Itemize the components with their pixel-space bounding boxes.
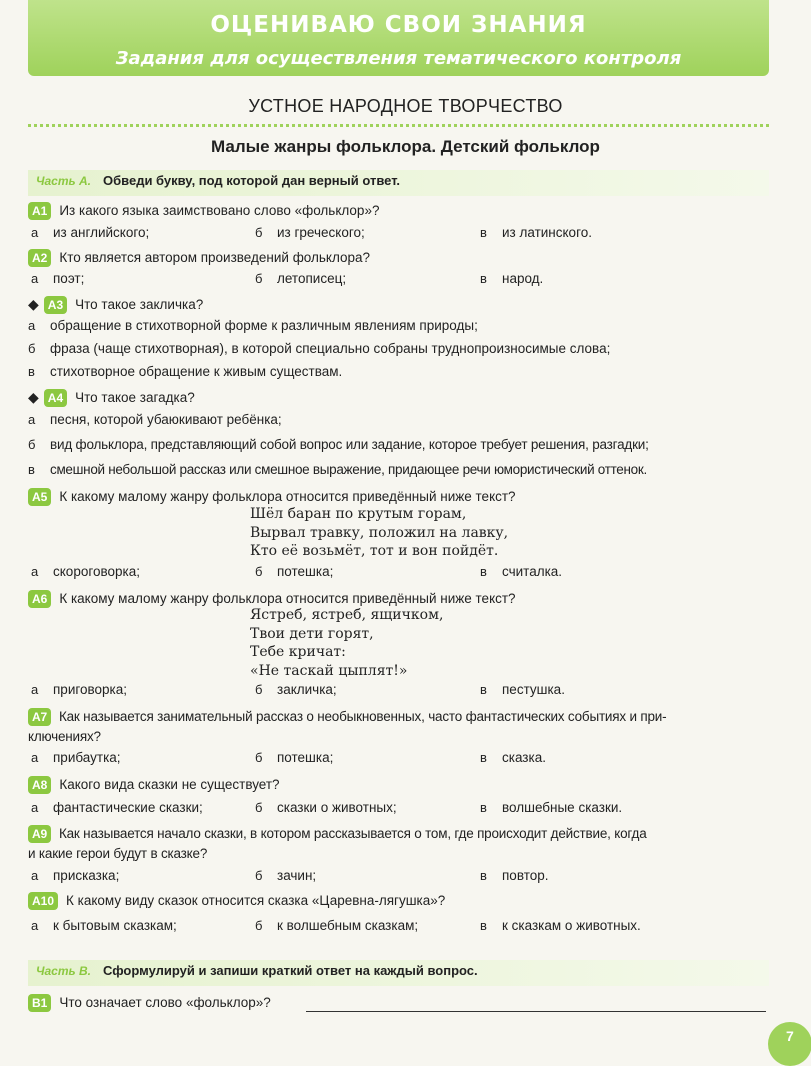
- answer-option-b[interactable]: б из греческого;: [255, 225, 365, 240]
- question-a1: [28, 201, 771, 221]
- answer-option-v[interactable]: в пестушка.: [480, 682, 565, 697]
- answer-option-a[interactable]: а прибаутка;: [31, 750, 121, 765]
- answer-option-a[interactable]: а приговорка;: [31, 682, 127, 697]
- answer-options-a9: [28, 868, 771, 888]
- question-text: К какому малому жанру фольклора относится приведённый ниже текст?: [59, 591, 516, 606]
- question-text: Как называется начало сказки, в котором рассказывается о том, где происходит действие, когда: [58, 826, 647, 841]
- answer-option-v[interactable]: в смешной небольшой рассказ или смешное выражение, придающее речи юмористический оттенок.: [28, 462, 647, 477]
- answer-option-a[interactable]: а к бытовым сказкам;: [31, 918, 177, 933]
- poem-line: Твои дети горят,: [250, 625, 374, 642]
- question-text-continued: и какие герои будут в сказке?: [28, 846, 208, 861]
- poem-line: Ястреб, ястреб, ящичком,: [250, 607, 444, 623]
- question-number-badge: А2: [28, 249, 51, 267]
- question-number-badge: А1: [28, 202, 51, 220]
- answer-option-b[interactable]: б сказки о животных;: [255, 800, 397, 815]
- poem-line: Шёл баран по крутым горам,: [250, 506, 467, 522]
- part-b-label: Часть В.: [36, 964, 91, 978]
- question-a5: [28, 487, 771, 507]
- question-text: Из какого языка заимствовано слово «фольклор»?: [59, 203, 380, 218]
- question-number-badge: А6: [28, 590, 51, 608]
- answer-options-a10: [28, 918, 771, 938]
- question-text: Какого вида сказки не существует?: [59, 777, 280, 792]
- question-a8: [28, 775, 771, 795]
- question-a2: [28, 248, 771, 268]
- answer-option-b[interactable]: б летописец;: [255, 271, 347, 286]
- question-number-badge: А4: [44, 389, 67, 407]
- page-number: 7: [768, 1022, 811, 1066]
- poem-line: «Не таскай цыплят!»: [250, 662, 408, 679]
- answer-options-a8: [28, 800, 771, 820]
- poem-a5: [250, 505, 508, 561]
- answer-option-b[interactable]: б фраза (чаще стихотворная), в которой специально собраны труднопроизносимые слова;: [28, 341, 611, 356]
- answer-option-v[interactable]: в из латинского.: [480, 225, 592, 240]
- answer-input-line[interactable]: [306, 1011, 766, 1012]
- answer-option-a[interactable]: а песня, которой убаюкивают ребёнка;: [28, 412, 282, 427]
- question-number-badge: А8: [28, 776, 51, 794]
- question-text: Как называется занимательный рассказ о необыкновенных, часто фантастических событиях и при-: [58, 709, 667, 724]
- question-text: Что означает слово «фольклор»?: [59, 995, 271, 1010]
- answer-option-v[interactable]: в народ.: [480, 271, 544, 286]
- answer-option-b[interactable]: б зачин;: [255, 868, 317, 883]
- question-a9: [28, 824, 771, 864]
- answer-options-a6: [28, 682, 771, 702]
- answer-option-b[interactable]: б вид фольклора, представляющий собой вопрос или задание, которое требует решения, разгадки;: [28, 437, 649, 452]
- answer-option-v[interactable]: в считалка.: [480, 564, 563, 579]
- question-number-badge: В1: [28, 994, 51, 1012]
- question-text: К какому виду сказок относится сказка «Царевна-лягушка»?: [66, 893, 446, 908]
- answer-options-a1: [28, 225, 771, 245]
- answer-option-a[interactable]: а из английского;: [31, 225, 150, 240]
- diamond-icon: ◆: [28, 389, 39, 405]
- part-b-header: [28, 960, 769, 986]
- part-a-instruction: Обведи букву, под которой дан верный ответ.: [103, 173, 401, 188]
- answer-option-a[interactable]: а обращение в стихотворной форме к различным явлениям природы;: [28, 318, 478, 333]
- answer-option-v[interactable]: в волшебные сказки.: [480, 800, 623, 815]
- answer-option-a[interactable]: а скороговорка;: [31, 564, 140, 579]
- poem-line: Вырвал травку, положил на лавку,: [250, 524, 509, 541]
- question-text: Кто является автором произведений фольклора?: [59, 250, 371, 265]
- question-text: К какому малому жанру фольклора относится приведённый ниже текст?: [59, 489, 516, 504]
- question-number-badge: А7: [28, 708, 51, 726]
- answer-options-a5: [28, 564, 771, 584]
- answer-options-a2: [28, 271, 771, 291]
- answer-option-v[interactable]: в повтор.: [480, 868, 549, 883]
- poem-line: Тебе кричат:: [250, 644, 346, 660]
- part-b-instruction: Сформулируй и запиши краткий ответ на каждый вопрос.: [103, 963, 478, 978]
- question-number-badge: А10: [28, 892, 58, 910]
- banner-subtitle: Задания для осуществления тематического контроля: [115, 48, 682, 69]
- part-a-label: Часть А.: [36, 174, 91, 188]
- poem-a6: [250, 606, 443, 680]
- answer-option-b[interactable]: б к волшебным сказкам;: [255, 918, 419, 933]
- diamond-icon: ◆: [28, 296, 39, 312]
- question-number-badge: А3: [44, 296, 67, 314]
- question-number-badge: А9: [28, 825, 51, 843]
- question-number-badge: А5: [28, 488, 51, 506]
- answer-option-a[interactable]: а поэт;: [31, 271, 85, 286]
- answer-option-v[interactable]: в сказка.: [480, 750, 546, 765]
- answer-option-b[interactable]: б потешка;: [255, 750, 334, 765]
- section-title: УСТНОЕ НАРОДНОЕ ТВОРЧЕСТВО: [248, 96, 563, 116]
- part-a-header: [28, 170, 769, 196]
- answer-option-a[interactable]: а присказка;: [31, 868, 120, 883]
- page-subtitle: Малые жанры фольклора. Детский фольклор: [211, 137, 600, 156]
- answer-option-b[interactable]: б закличка;: [255, 682, 337, 697]
- question-text: Что такое закличка?: [75, 297, 204, 312]
- answer-option-b[interactable]: б потешка;: [255, 564, 334, 579]
- question-a7: [28, 707, 771, 747]
- question-text-continued: ключениях?: [28, 729, 101, 744]
- question-text: Что такое загадка?: [75, 390, 195, 405]
- answer-option-v[interactable]: в стихотворное обращение к живым существам.: [28, 364, 343, 379]
- poem-line: Кто её возьмёт, тот и вон пойдёт.: [250, 543, 499, 559]
- question-b1: [28, 993, 771, 1013]
- dotted-divider: [28, 124, 769, 127]
- answer-option-v[interactable]: в к сказкам о животных.: [480, 918, 641, 933]
- question-a10: [28, 891, 771, 911]
- answer-option-a[interactable]: а фантастические сказки;: [31, 800, 203, 815]
- question-a3: [28, 294, 771, 315]
- answer-options-a7: [28, 750, 771, 770]
- header-banner: [28, 0, 769, 76]
- question-a4: [28, 387, 771, 408]
- banner-title: ОЦЕНИВАЮ СВОИ ЗНАНИЯ: [210, 12, 587, 38]
